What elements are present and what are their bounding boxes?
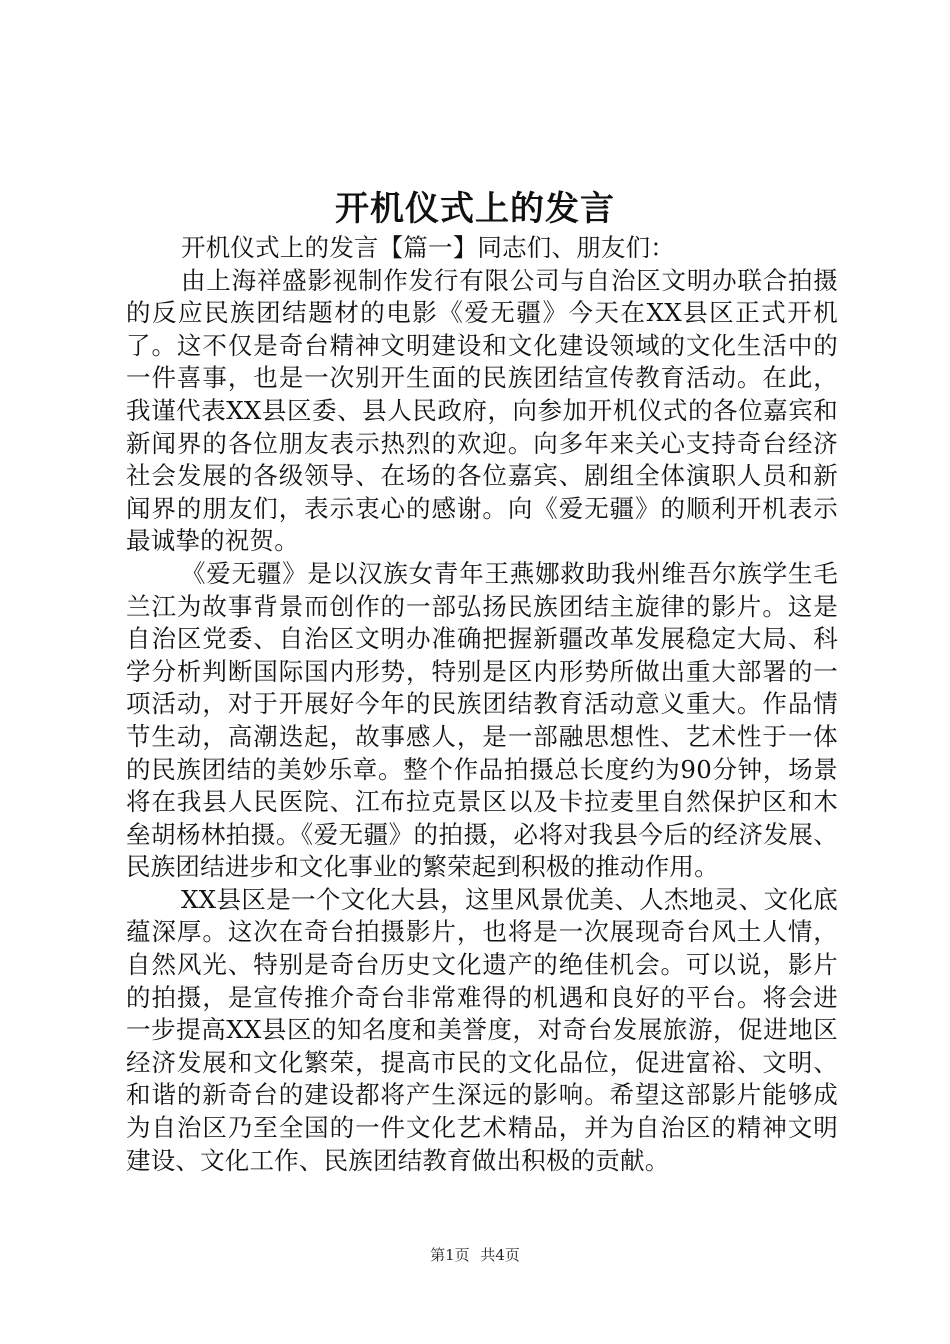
document-title: 开机仪式上的发言 — [335, 189, 615, 229]
page-total: 共4页 — [480, 1246, 520, 1264]
page-number: 第1页 — [430, 1246, 470, 1264]
body-paragraph-3: XX县区是一个文化大县，这里风景优美、人杰地灵、文化底蕴深厚。这次在奇台拍摄影片，也将是一次展现奇台风土人情，自然风光、特别是奇台历史文化遗产的绝佳机会。可以说，影片的拍摄，是宣传推介奇台非常难得的机遇和良好的平台。将会进一步提高XX县区的知名度和美誉度，对奇台发展旅游，促进地区经济发展和文化繁荣，提高市民的文化品位，促进富裕、文明、和谐的新奇台的建设都将产生深远的影响。希望这部影片能够成为自治区乃至全国的一件文化艺术精品，并为自治区的精神文明建设、文化工作、民族团结教育做出积极的贡献。 — [126, 884, 838, 1175]
document-body — [126, 232, 838, 1177]
intro-paragraph: 开机仪式上的发言【篇一】同志们、朋友们： — [181, 233, 675, 262]
page-footer — [0, 1244, 950, 1266]
body-paragraph-1: 由上海祥盛影视制作发行有限公司与自治区文明办联合拍摄的反应民族团结题材的电影《爱无疆》今天在XX县区正式开机了。这不仅是奇台精神文明建设和文化建设领域的文化生活中的一件喜事，也是一次别开生面的民族团结宣传教育活动。在此，我谨代表XX县区委、县人民政府，向参加开机仪式的各位嘉宾和新闻界的各位朋友表示热烈的欢迎。向多年来关心支持奇台经济社会发展的各级领导、在场的各位嘉宾、剧组全体演职人员和新闻界的朋友们，表示衷心的感谢。向《爱无疆》的顺利开机表示最诚挚的祝贺。 — [126, 265, 838, 556]
body-paragraph-2: 《爱无疆》是以汉族女青年王燕娜救助我州维吾尔族学生毛兰江为故事背景而创作的一部弘扬民族团结主旋律的影片。这是自治区党委、自治区文明办准确把握新疆改革发展稳定大局、科学分析判断国际国内形势，特别是区内形势所做出重大部署的一项活动，对于开展好今年的民族团结教育活动意义重大。作品情节生动，高潮迭起，故事感人，是一部融思想性、艺术性于一体的民族团结的美妙乐章。整个作品拍摄总长度约为90分钟，场景将在我县人民医院、江布拉克景区以及卡拉麦里自然保护区和木垒胡杨林拍摄。《爱无疆》的拍摄，必将对我县今后的经济发展、民族团结进步和文化事业的繁荣起到积极的推动作用。 — [126, 558, 838, 882]
